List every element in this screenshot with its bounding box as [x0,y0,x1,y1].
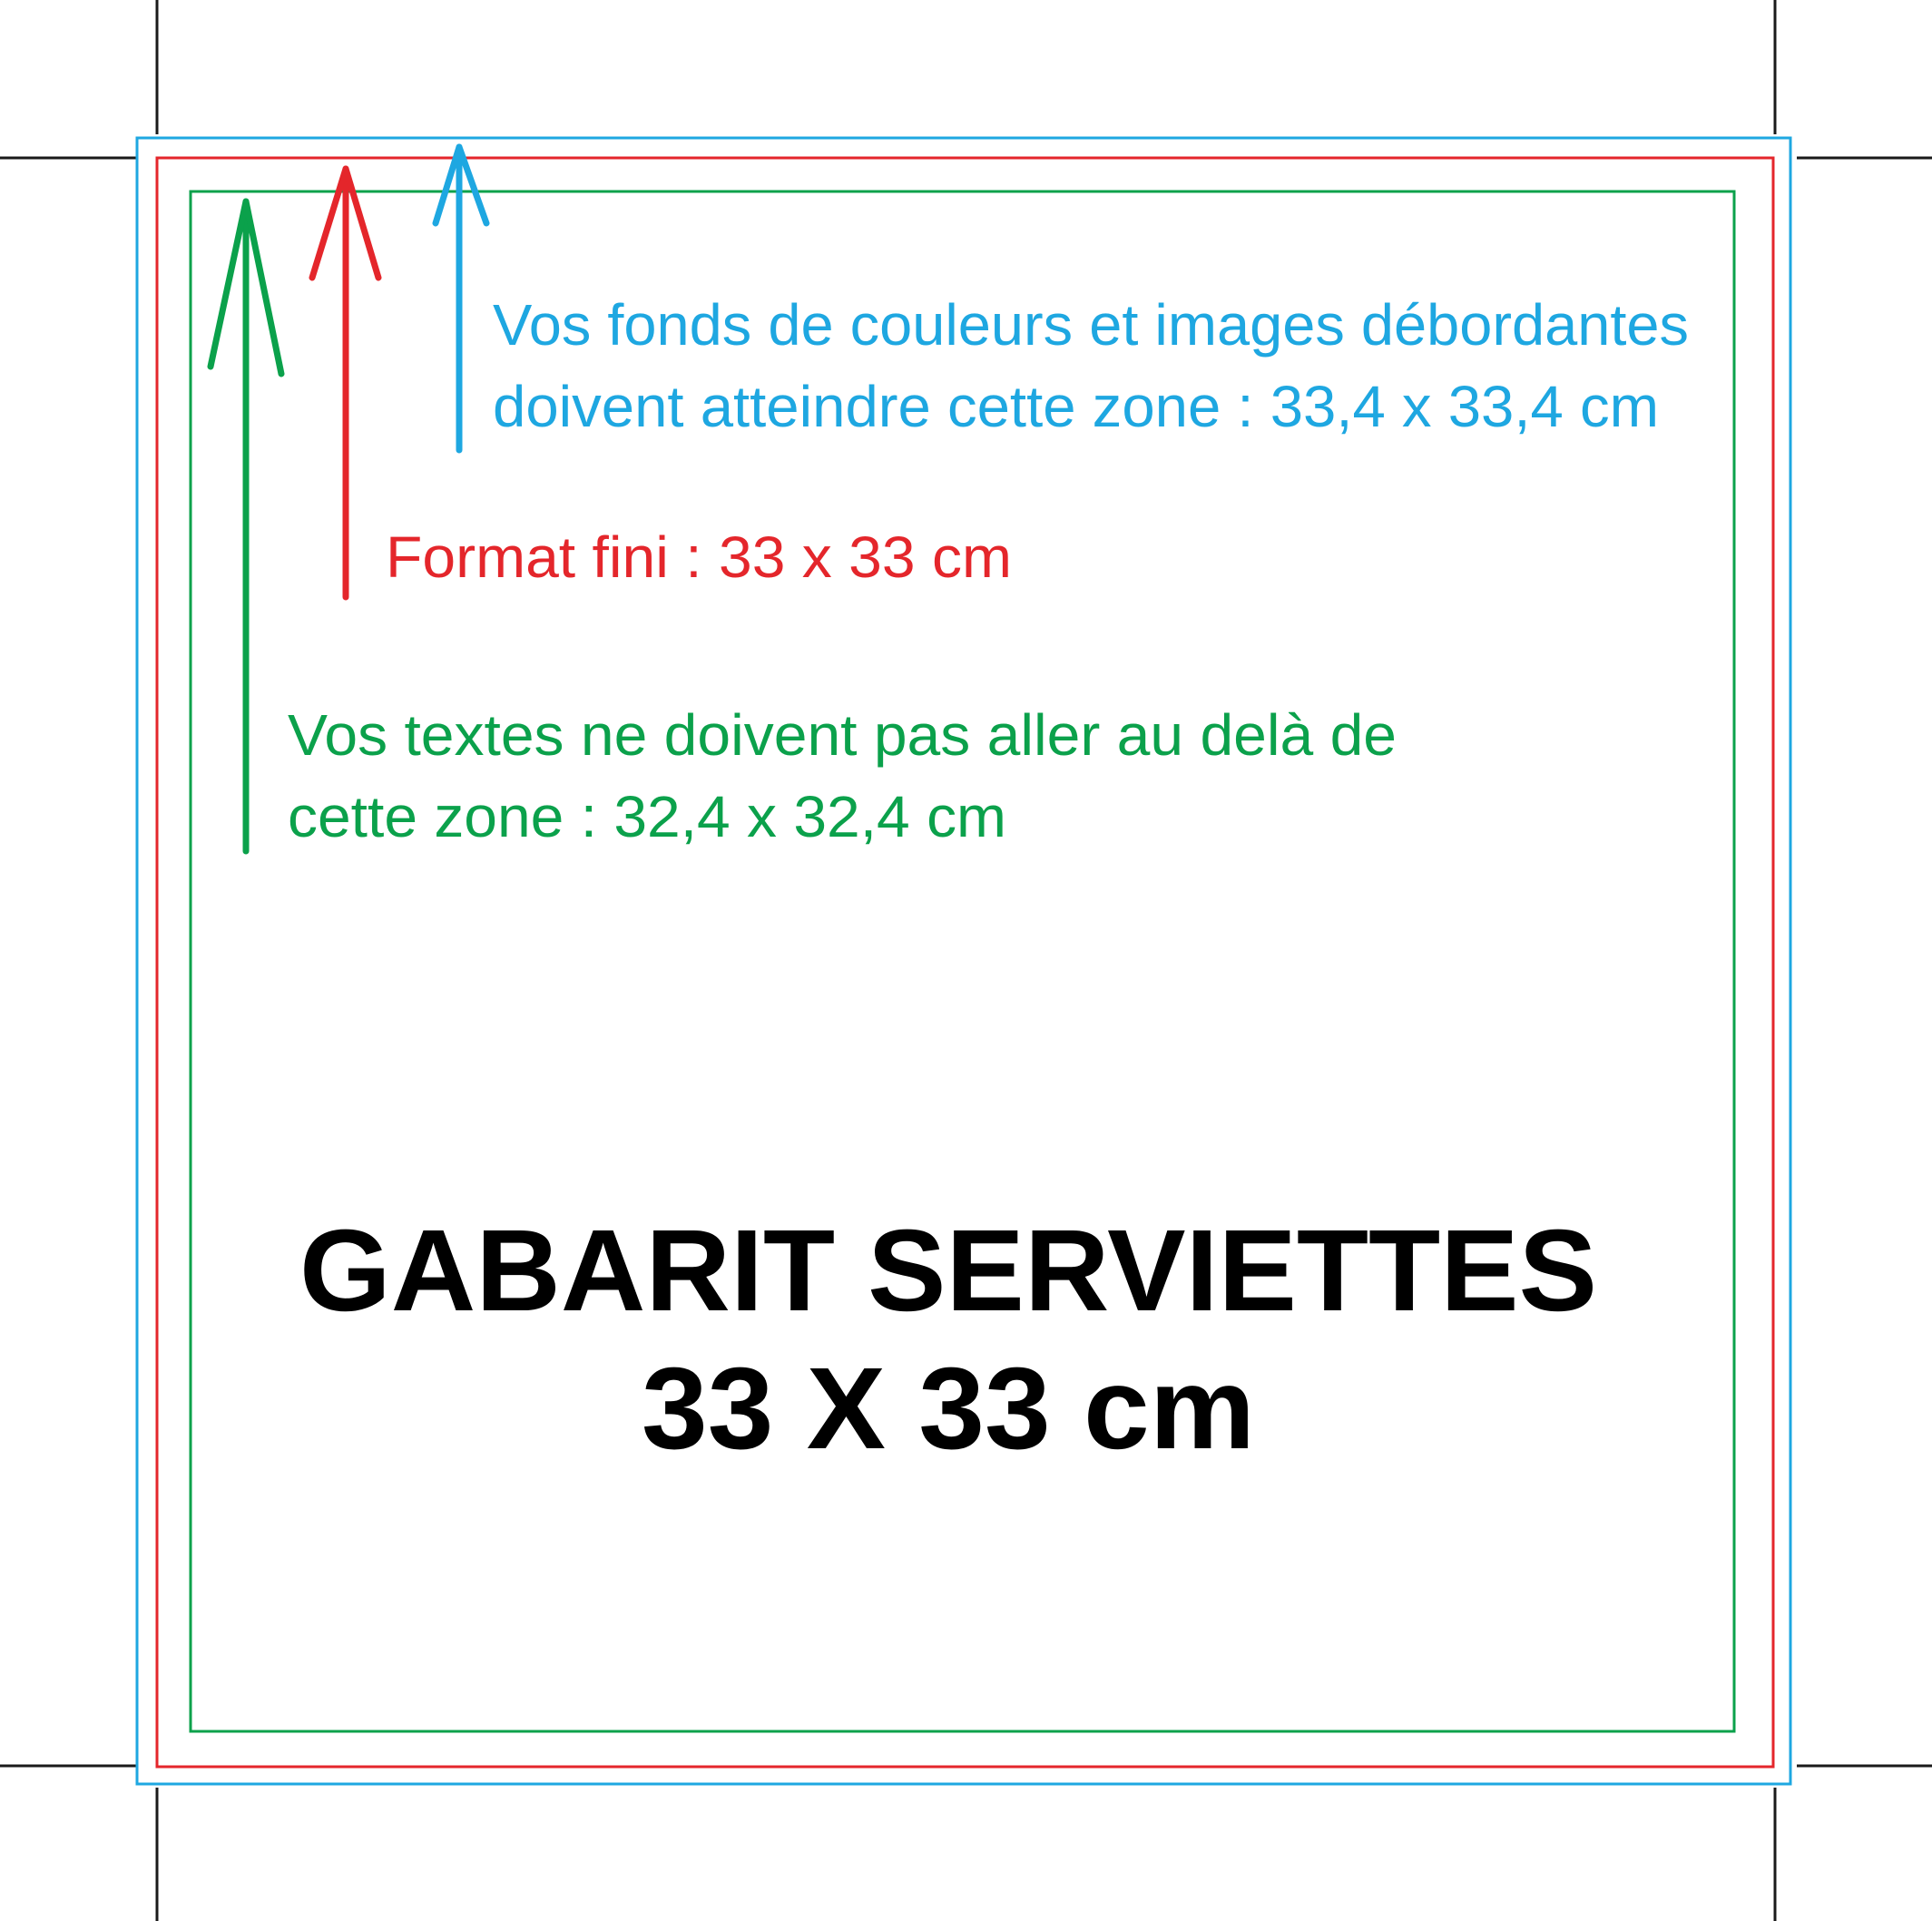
trim-label: Format fini : 33 x 33 cm [386,524,1012,590]
template-size: 33 X 33 cm [642,1344,1255,1474]
bleed-arrow [436,147,486,450]
safe-label-line-2: cette zone : 32,4 x 32,4 cm [288,784,1006,849]
safe-arrow [211,201,281,851]
safe-label-line-1: Vos textes ne doivent pas aller au delà de [288,702,1397,768]
trim-arrow [312,169,378,597]
bleed-label-line-1: Vos fonds de couleurs et images débordantes [493,292,1689,358]
bleed-label-line-2: doivent atteindre cette zone : 33,4 x 33,4 cm [493,374,1660,439]
template-title: GABARIT SERVIETTES [299,1206,1597,1336]
